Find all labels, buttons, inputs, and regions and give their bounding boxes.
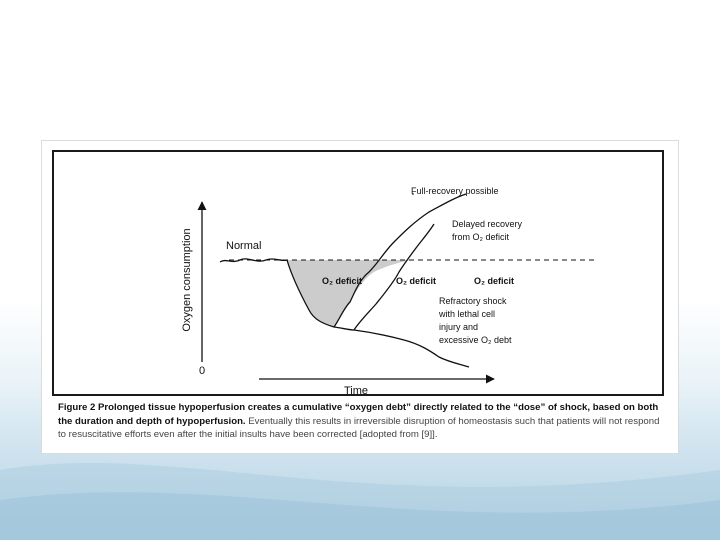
y-axis-label: Oxygen consumption xyxy=(181,228,193,332)
delayed-recovery-label-line1: Delayed recovery xyxy=(452,219,523,229)
refractory-label-line4: excessive O₂ debt xyxy=(439,335,512,345)
x-axis-label: Time xyxy=(343,385,369,394)
caption-regular-text: Eventually this results in irreversible disruption of homeostasis such that patients will not respond to resuscitative efforts even after the initial insults have been corrected [adopted from [9]]. xyxy=(58,415,660,440)
full-recovery-label: Full-recovery possible xyxy=(411,186,499,196)
figure-caption xyxy=(58,401,664,442)
deficit-label-2: O₂ deficit xyxy=(396,276,437,286)
diagram-canvas xyxy=(54,152,662,394)
normal-label: Normal xyxy=(226,240,262,252)
refractory-label-line2: with lethal cell xyxy=(439,309,496,319)
delayed-recovery-label-line2: from O₂ deficit xyxy=(452,232,510,242)
caption-figure-number: Figure 2 xyxy=(58,402,96,413)
refractory-label-line3: injury and xyxy=(439,322,479,332)
refractory-label-line1: Refractory shock xyxy=(439,296,507,306)
zero-label: 0 xyxy=(198,365,206,377)
figure-panel xyxy=(42,141,678,453)
oxygen-debt-diagram xyxy=(52,150,664,396)
deficit-label-3: O₂ deficit xyxy=(474,276,515,286)
caption-bold-text: Prolonged tissue hypoperfusion creates a cumulative “oxygen debt” directly related to the “dose” of shock, based on both the duration and depth of hypoperfusion. xyxy=(58,402,659,427)
deficit-area-shading xyxy=(287,260,412,327)
deficit-label-1: O₂ deficit xyxy=(322,276,363,286)
